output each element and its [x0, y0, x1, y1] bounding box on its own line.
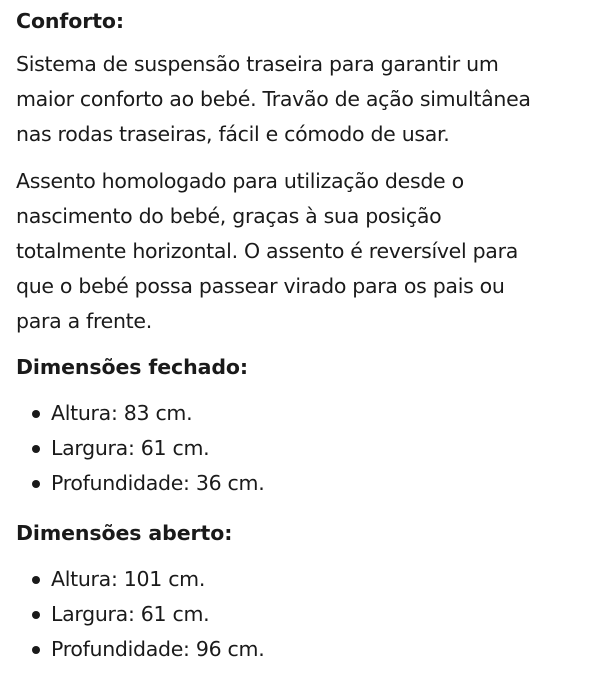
list-item: [16, 431, 601, 466]
text-line: para a frente.: [16, 309, 152, 333]
list-item-text: Profundidade: 96 cm.: [51, 637, 265, 661]
list-item: [16, 562, 601, 597]
conforto-paragraph-2: [16, 164, 601, 339]
bullet-icon: [32, 646, 40, 654]
bullet-icon: [32, 410, 40, 418]
text-line: totalmente horizontal. O assento é reversível para: [16, 239, 518, 263]
bullet-icon: [32, 611, 40, 619]
list-item: [16, 597, 601, 632]
list-item-text: Profundidade: 36 cm.: [51, 471, 265, 495]
bullet-icon: [32, 445, 40, 453]
list-item: [16, 632, 601, 667]
text-line: nas rodas traseiras, fácil e cómodo de usar.: [16, 122, 450, 146]
bullet-icon: [32, 480, 40, 488]
list-item-text: Largura: 61 cm.: [51, 602, 210, 626]
dimensions-open-list: [16, 562, 601, 667]
section-heading-dimensoes-fechado: Dimensões fechado:: [16, 355, 248, 379]
list-item: [16, 466, 601, 501]
list-item-text: Altura: 83 cm.: [51, 401, 193, 425]
list-item: [16, 396, 601, 431]
conforto-paragraph-1: [16, 47, 601, 152]
section-heading-dimensoes-aberto: Dimensões aberto:: [16, 521, 233, 545]
text-line: que o bebé possa passear virado para os pais ou: [16, 274, 505, 298]
section-heading-conforto: Conforto:: [16, 9, 125, 33]
list-item-text: Altura: 101 cm.: [51, 567, 206, 591]
bullet-icon: [32, 576, 40, 584]
text-line: nascimento do bebé, graças à sua posição: [16, 204, 442, 228]
text-line: Assento homologado para utilização desde o: [16, 169, 464, 193]
text-line: Sistema de suspensão traseira para garantir um: [16, 52, 499, 76]
dimensions-closed-list: [16, 396, 601, 501]
text-line: maior conforto ao bebé. Travão de ação simultânea: [16, 87, 531, 111]
list-item-text: Largura: 61 cm.: [51, 436, 210, 460]
